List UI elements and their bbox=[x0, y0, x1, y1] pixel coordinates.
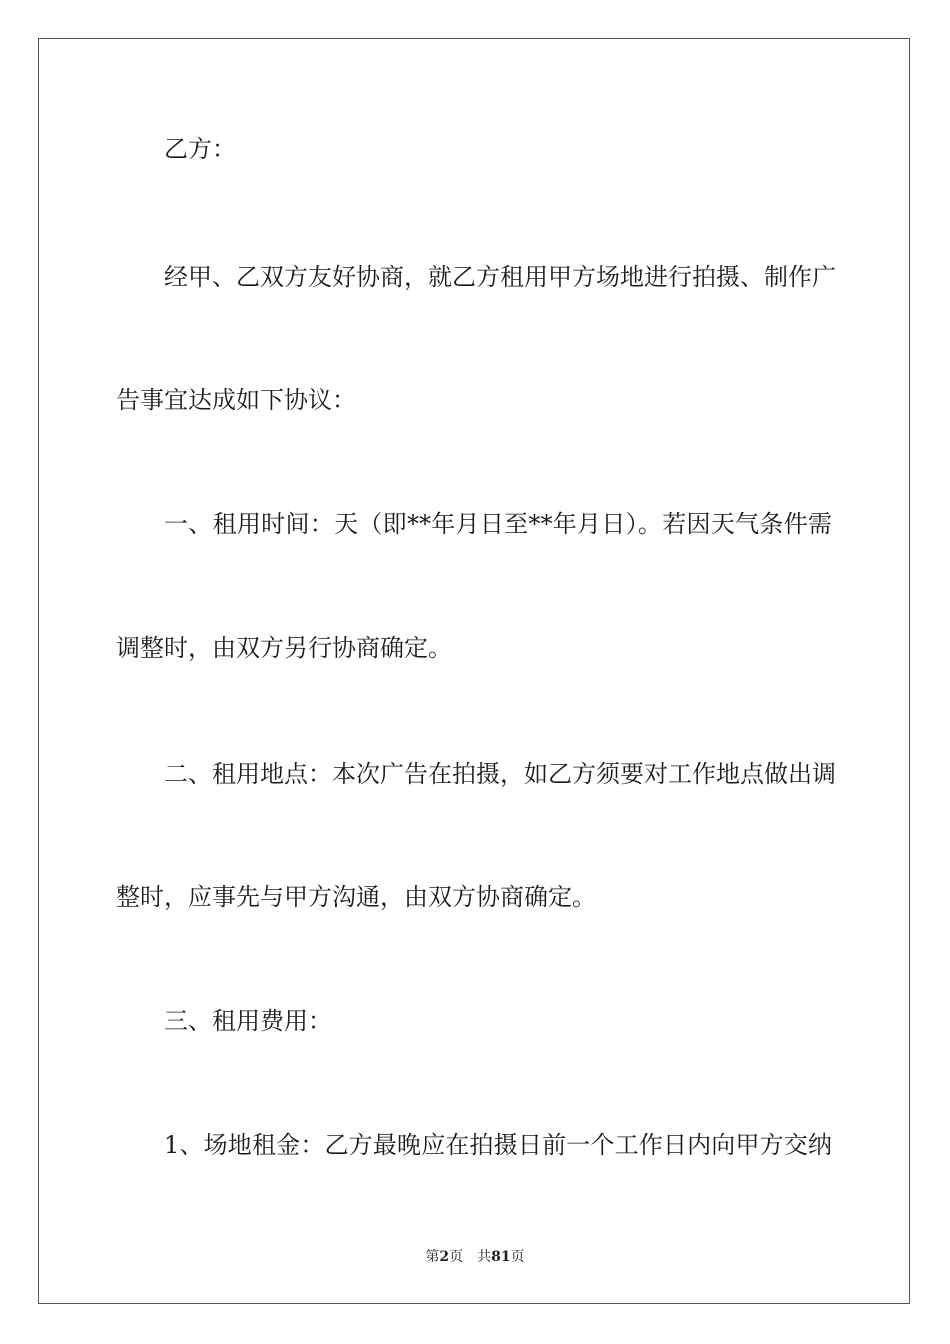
text-line: 经甲、乙双方友好协商，就乙方租用甲方场地进行拍摄、制作广 bbox=[164, 263, 836, 291]
text-line: 二、租用地点：本次广告在拍摄，如乙方须要对工作地点做出调 bbox=[164, 760, 836, 788]
text-line: 1、场地租金：乙方最晚应在拍摄日前一个工作日内向甲方交纳 bbox=[164, 1131, 832, 1159]
text-line: 告事宜达成如下协议： bbox=[116, 386, 356, 414]
page-label-suffix: 页 bbox=[449, 1249, 464, 1265]
current-page-number: 2 bbox=[439, 1249, 450, 1265]
text-line: 整时，应事先与甲方沟通，由双方协商确定。 bbox=[116, 883, 596, 911]
total-pages-number: 81 bbox=[491, 1249, 511, 1265]
total-label-prefix: 共 bbox=[477, 1249, 492, 1265]
page-border bbox=[38, 38, 910, 1304]
text-line: 三、租用费用： bbox=[164, 1007, 332, 1035]
total-label-suffix: 页 bbox=[510, 1249, 525, 1265]
page-footer bbox=[0, 1248, 950, 1266]
text-line: 调整时，由双方另行协商确定。 bbox=[116, 634, 452, 662]
text-line: 一、租用时间：天（即**年月日至**年月日）。若因天气条件需 bbox=[164, 510, 832, 538]
text-line: 乙方： bbox=[164, 135, 236, 163]
page-label-prefix: 第 bbox=[425, 1249, 440, 1265]
